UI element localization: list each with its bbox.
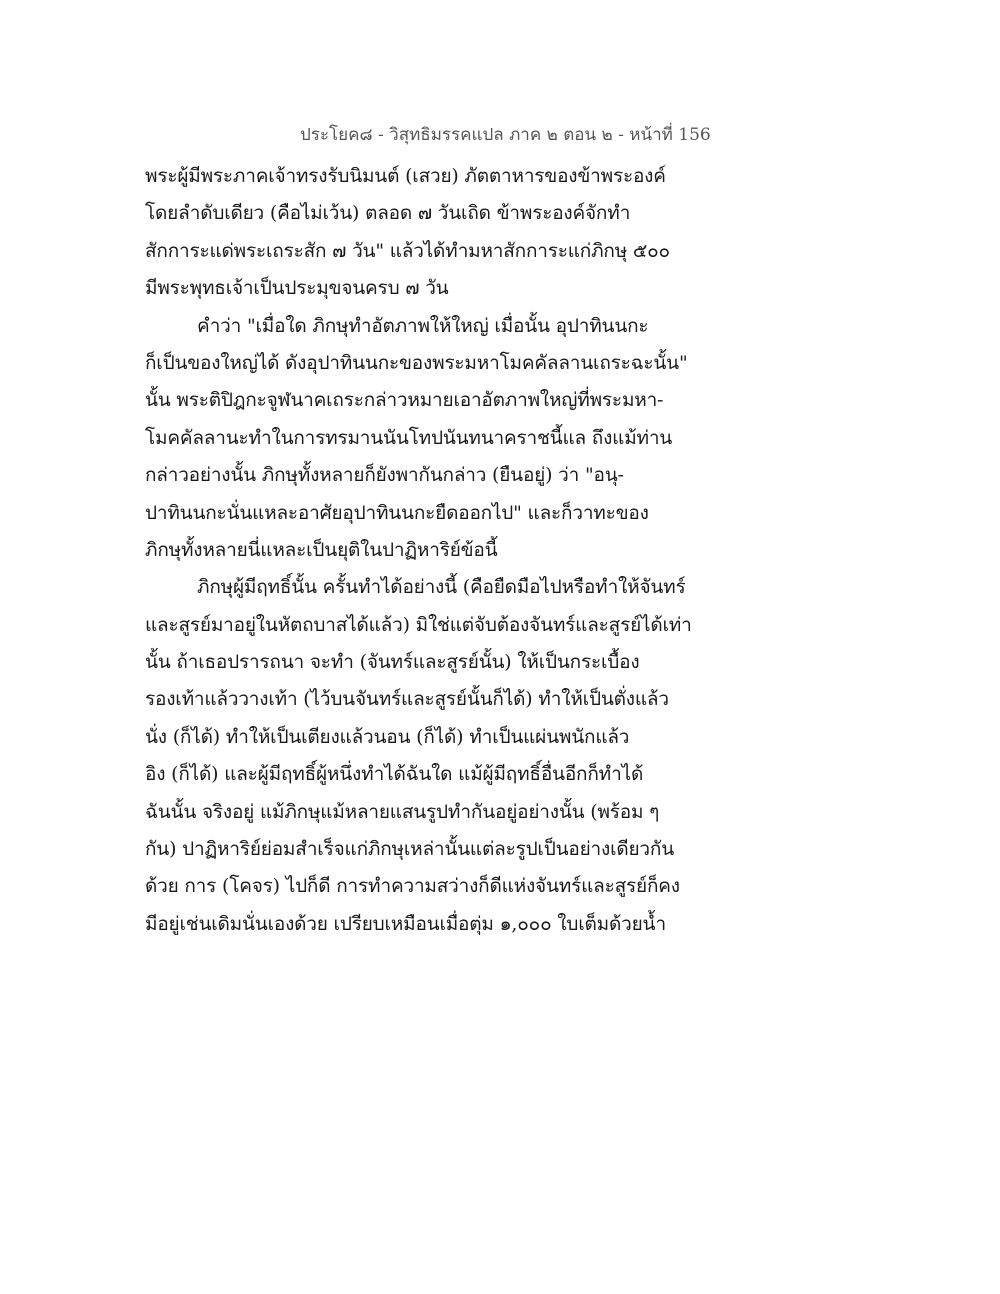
text-line: มีอยู่เช่นเดิมนั่นเองด้วย เปรียบเหมือนเมื่อตุ่ม ๑,๐๐๐ ใบเต็มด้วยน้ำ (145, 912, 666, 935)
paragraph-start-line: คำว่า "เมื่อใด ภิกษุทำอัตภาพให้ใหญ่ เมื่อนั้น อุปาทินนกะ (197, 314, 649, 337)
text-line: ด้วย การ (โคจร) ไปก็ดี การทำความสว่างก็ดีแห่งจันทร์และสูรย์ก็คง (145, 875, 680, 898)
running-header: ประโยค๘ - วิสุทธิมรรคแปล ภาค ๒ ตอน ๒ - หน้าที่ 156 (300, 125, 711, 145)
text-line: และสูรย์มาอยู่ในหัตถบาสได้แล้ว) มิใช่แต่จับต้องจันทร์และสูรย์ได้เท่า (145, 613, 692, 636)
text-line: นั้น พระติปิฎกะจูฬนาคเถระกล่าวหมายเอาอัตภาพใหญ่ที่พระมหา- (145, 389, 664, 412)
paragraph-start-line: ภิกษุผู้มีฤทธิ์นั้น ครั้นทำได้อย่างนี้ (คือยืดมือไปหรือทำให้จันทร์ (197, 576, 686, 599)
text-line: รองเท้าแล้ววางเท้า (ไว้บนจันทร์และสูรย์นั้นก็ได้) ทำให้เป็นตั่งแล้ว (145, 688, 669, 711)
text-line: โดยลำดับเดียว (คือไม่เว้น) ตลอด ๗ วันเถิด ข้าพระองค์จักทำ (145, 202, 631, 225)
text-line: นั่ง (ก็ได้) ทำให้เป็นเตียงแล้วนอน (ก็ได้) ทำเป็นแผ่นพนักแล้ว (145, 725, 630, 748)
text-line: ภิกษุทั้งหลายนี่แหละเป็นยุติในปาฏิหาริย์ข้อนี้ (145, 538, 498, 561)
text-line: ก็เป็นของใหญ่ได้ ดังอุปาทินนกะของพระมหาโมคคัลลานเถระฉะนั้น" (145, 351, 688, 374)
text-line: พระผู้มีพระภาคเจ้าทรงรับนิมนต์ (เสวย) ภัตตาหารของข้าพระองค์ (145, 165, 666, 187)
text-line: นั้น ถ้าเธอปรารถนา จะทำ (จันทร์และสูรย์นั้น) ให้เป็นกระเบื้อง (145, 651, 640, 674)
text-line: ฉันนั้น จริงอยู่ แม้ภิกษุแม้หลายแสนรูปทำกันอยู่อย่างนั้น (พร้อม ๆ (145, 800, 660, 823)
text-line: สักการะแด่พระเถระสัก ๗ วัน" แล้วได้ทำมหาสักการะแก่ภิกษุ ๕๐๐ (145, 239, 670, 262)
text-line: มีพระพุทธเจ้าเป็นประมุขจนครบ ๗ วัน (145, 277, 449, 300)
text-line: โมคคัลลานะทำในการทรมานนันโทปนันทนาคราชนี้แล ถึงแม้ท่าน (145, 426, 673, 449)
text-line: ปาทินนกะนั่นแหละอาศัยอุปาทินนกะยืดออกไป" และก็วาทะของ (145, 501, 649, 524)
text-line: อิง (ก็ได้) และผู้มีฤทธิ์ผู้หนึ่งทำได้ฉันใด แม้ผู้มีฤทธิ์อื่นอีกก็ทำได้ (145, 763, 644, 786)
text-line: กัน) ปาฏิหาริย์ย่อมสำเร็จแก่ภิกษุเหล่านั้นแต่ละรูปเป็นอย่างเดียวกัน (145, 838, 674, 861)
body-text (145, 158, 705, 943)
text-line: กล่าวอย่างนั้น ภิกษุทั้งหลายก็ยังพากันกล่าว (ยืนอยู่) ว่า "อนุ- (145, 464, 624, 487)
